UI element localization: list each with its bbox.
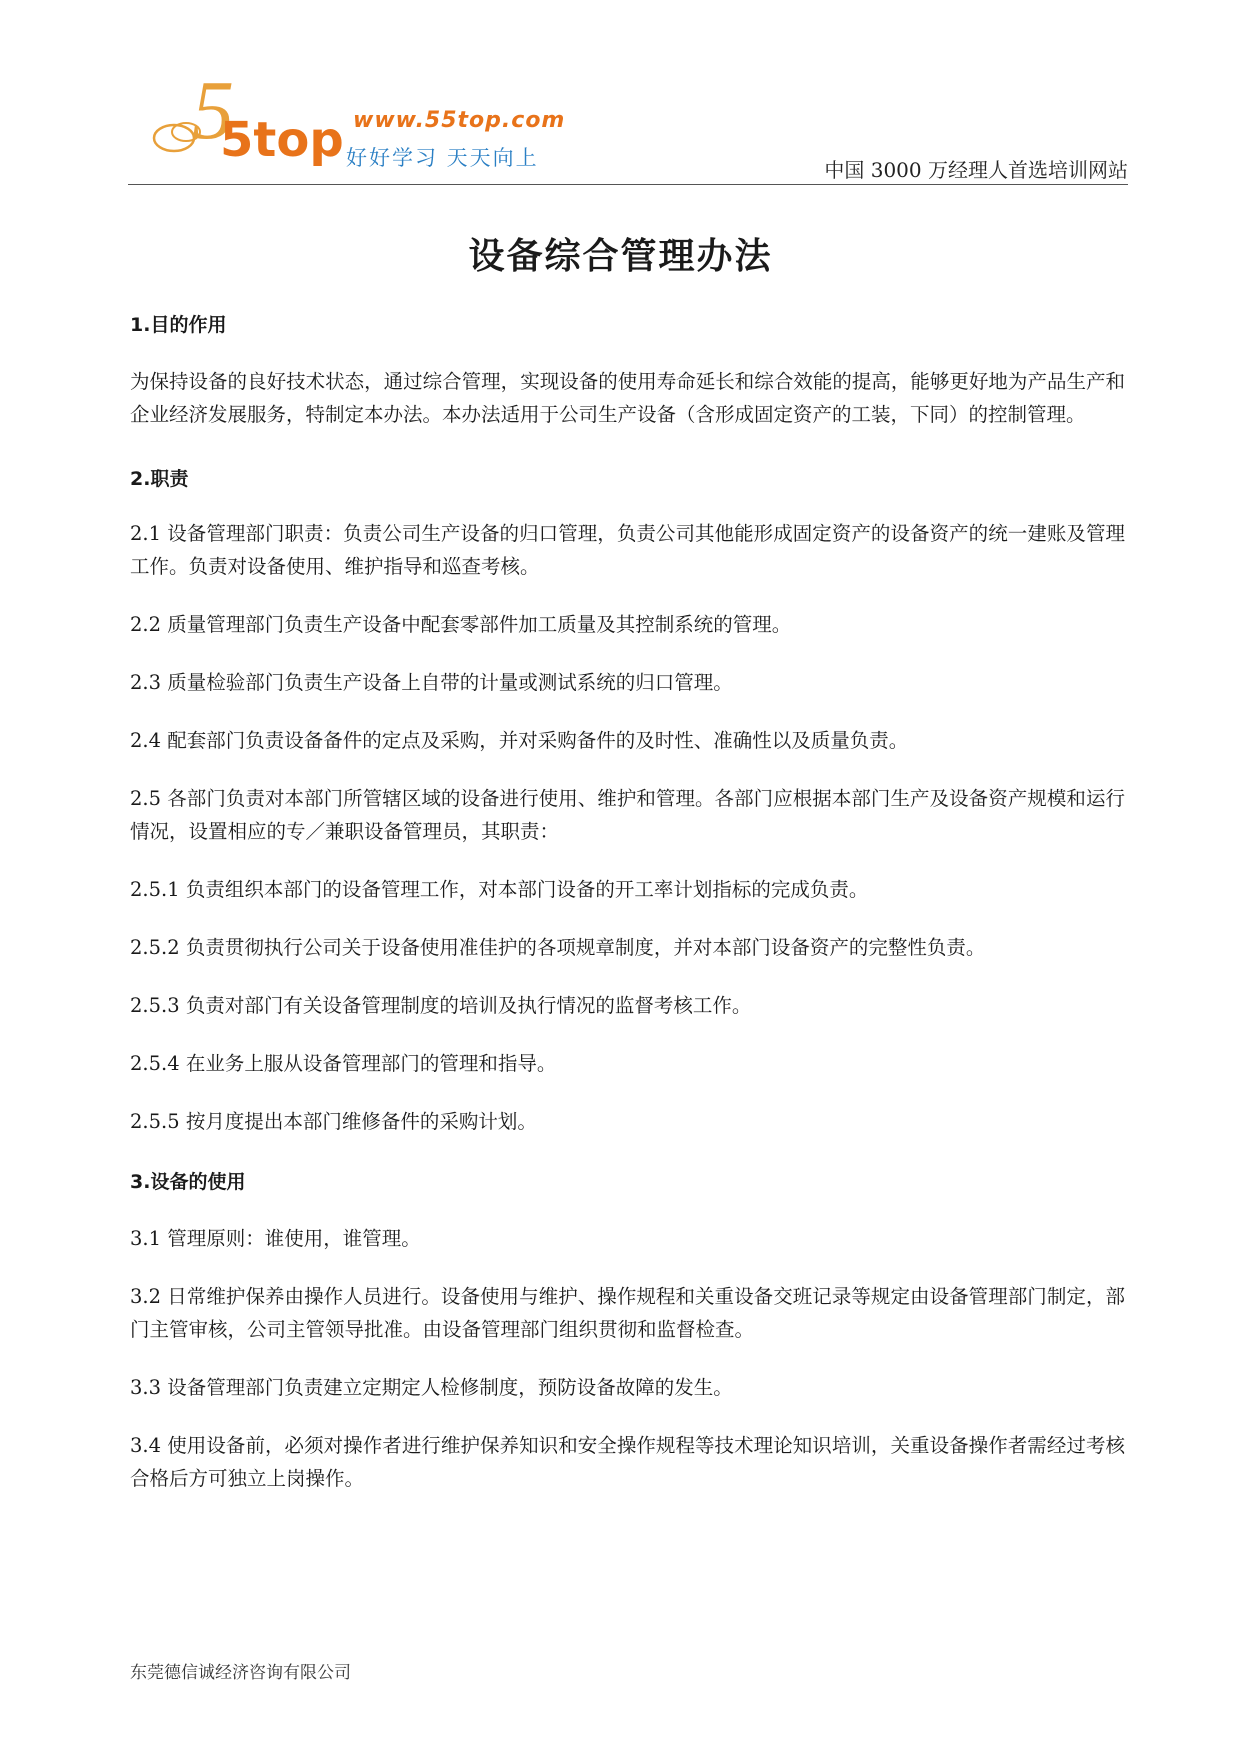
page-header xyxy=(128,62,1128,186)
document-body xyxy=(130,310,1125,1495)
svg-text:5: 5 xyxy=(192,70,234,157)
paragraph: 2.5.1 负责组织本部门的设备管理工作，对本部门设备的开工率计划指标的完成负责。 xyxy=(130,878,869,901)
paragraph: 2.5.3 负责对部门有关设备管理制度的培训及执行情况的监督考核工作。 xyxy=(130,994,752,1017)
paragraph: 3.4 使用设备前，必须对操作者进行维护保养知识和安全操作规程等技术理论知识培训，关重设备操作者需经过考核合格后方可独立上岗操作。 xyxy=(130,1434,1125,1490)
paragraph: 为保持设备的良好技术状态，通过综合管理，实现设备的使用寿命延长和综合效能的提高，能够更好地为产品生产和企业经济发展服务，特制定本办法。本办法适用于公司生产设备（含形成固定资产的工装，下同）的控制管理。 xyxy=(130,370,1125,426)
paragraph: 3.2 日常维护保养由操作人员进行。设备使用与维护、操作规程和关重设备交班记录等规定由设备管理部门制定，部门主管审核，公司主管领导批准。由设备管理部门组织贯彻和监督检查。 xyxy=(130,1285,1125,1341)
paragraph: 2.5.2 负责贯彻执行公司关于设备使用准佳护的各项规章制度，并对本部门设备资产的完整性负责。 xyxy=(130,936,986,959)
logo-url[interactable]: www.55top.com xyxy=(353,108,566,133)
logo-graphic xyxy=(148,70,348,182)
document-title: 设备综合管理办法 xyxy=(468,236,773,277)
header-divider xyxy=(128,184,1128,185)
paragraph: 2.5.5 按月度提出本部门维修备件的采购计划。 xyxy=(130,1110,537,1133)
section-heading: 1.目的作用 xyxy=(130,314,227,336)
paragraph: 2.2 质量管理部门负责生产设备中配套零部件加工质量及其控制系统的管理。 xyxy=(130,613,792,636)
svg-text:5top: 5top xyxy=(220,112,344,168)
paragraph: 2.4 配套部门负责设备备件的定点及采购，并对采购备件的及时性、准确性以及质量负责。 xyxy=(130,729,909,752)
paragraph: 3.3 设备管理部门负责建立定期定人检修制度，预防设备故障的发生。 xyxy=(130,1376,733,1399)
paragraph: 2.1 设备管理部门职责：负责公司生产设备的归口管理，负责公司其他能形成固定资产的设备资产的统一建账及管理工作。负责对设备使用、维护指导和巡查考核。 xyxy=(130,522,1125,578)
site-logo[interactable] xyxy=(148,70,566,182)
logo-slogan: 好好学习 天天向上 xyxy=(346,146,539,170)
section-heading: 2.职责 xyxy=(130,468,189,490)
paragraph: 3.1 管理原则：谁使用，谁管理。 xyxy=(130,1227,421,1250)
section-heading: 3.设备的使用 xyxy=(130,1171,246,1193)
header-tagline: 中国 3000 万经理人首选培训网站 xyxy=(824,158,1128,182)
page-footer: 东莞德信诚经济咨询有限公司 xyxy=(130,1663,351,1683)
paragraph: 2.5 各部门负责对本部门所管辖区域的设备进行使用、维护和管理。各部门应根据本部门生产及设备资产规模和运行情况，设置相应的专／兼职设备管理员，其职责： xyxy=(130,787,1125,843)
paragraph: 2.3 质量检验部门负责生产设备上自带的计量或测试系统的归口管理。 xyxy=(130,671,733,694)
paragraph: 2.5.4 在业务上服从设备管理部门的管理和指导。 xyxy=(130,1052,557,1075)
